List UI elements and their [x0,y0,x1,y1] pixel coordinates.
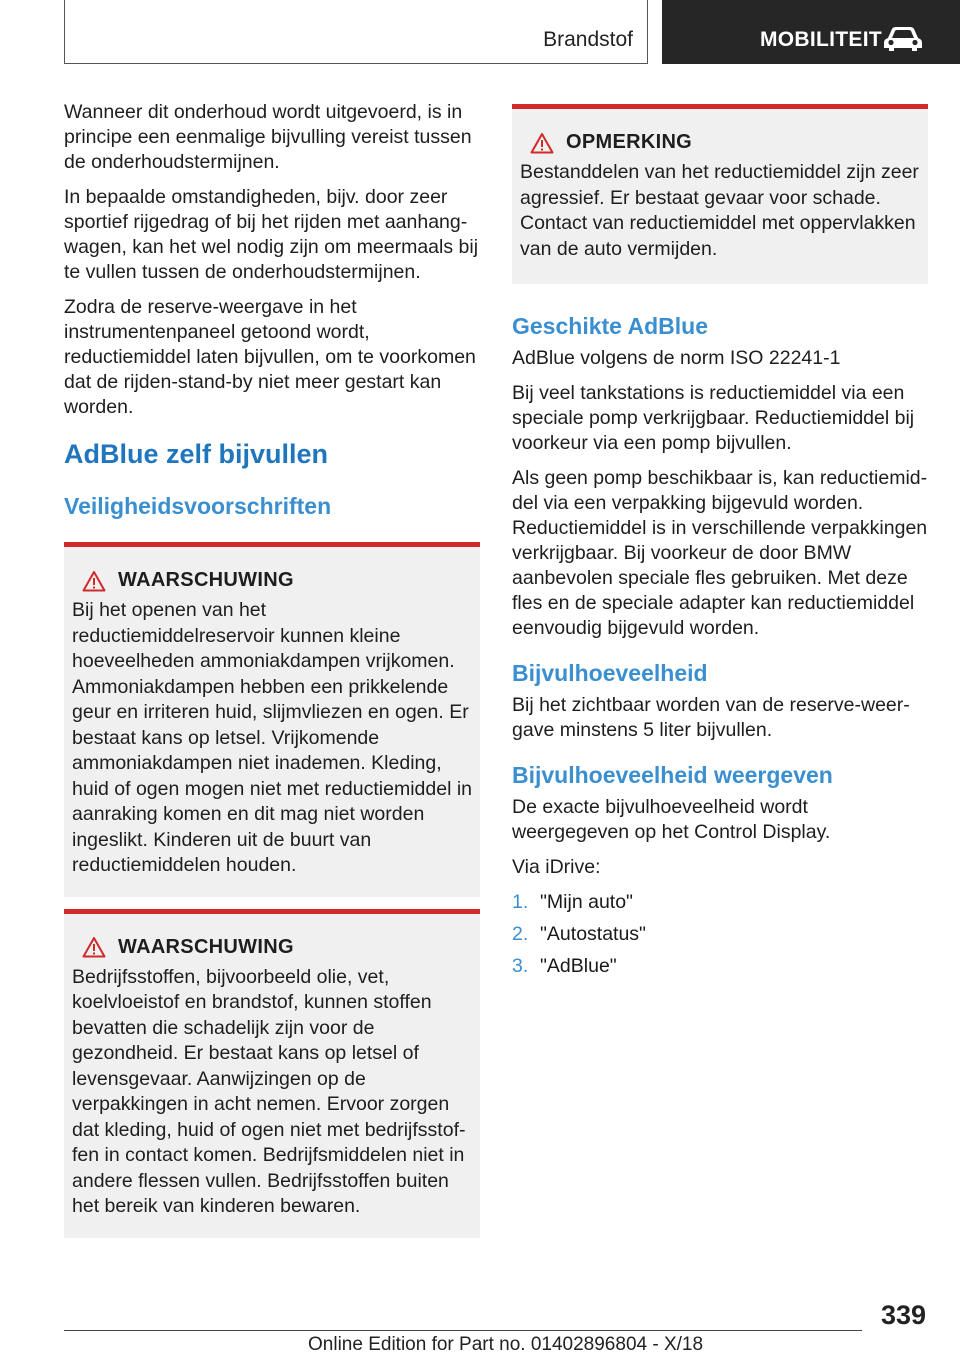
paragraph: Bij het zichtbaar worden van de reserve-weergave minstens 5 liter bijvullen. [512,694,910,741]
idrive-steps-list [512,890,928,979]
paragraph: Bij veel tankstations is reductiemiddel via een speciale pomp verkrijgbaar. Reductiemiddel bij voorkeur via een pomp bijvullen. [512,382,915,454]
paragraph: AdBlue volgens de norm ISO 22241-1 [512,347,841,369]
header-chapter-label: MOBILITEIT [760,28,882,51]
list-item [512,922,928,947]
paragraph: Via iDrive: [512,856,601,878]
right-column [512,104,928,997]
step-number: 1. [512,891,529,913]
note-box [512,104,928,284]
warning-box [64,909,480,1238]
warning-title-row [82,936,472,959]
paragraph: De exacte bijvulhoeveelheid wordt weergegeven op het Control Display. [512,796,831,843]
note-title-row [530,131,920,154]
paragraph: Wanneer dit onderhoud wordt uitgevoerd, is in principe een eenmalige bijvulling vereist tussen de onderhoudstermijnen. [64,101,472,173]
list-item [512,890,928,915]
header-section-box [64,0,648,64]
warning-box [64,542,480,897]
step-text: "Autostatus" [540,923,646,945]
warning-title-row [82,569,472,592]
warning-text: Bij het openen van het reductiemiddelreservoir kunnen kleine hoeveelheden ammoniakdampen vrijkomen. Ammoniakdampen hebben een prikkelende geur en irriteren huid, slijmvliezen en ogen. Er bestaat kans op letsel. Vrijkomende ammoniakdampen niet inademen. Kleding, huid of ogen mogen niet met reductiemiddel in aanraking komen en dit mag niet worden ingeslikt. Kinderen uit de buurt van reductiemiddelen houden. [72,599,472,876]
list-item [512,954,928,979]
warning-title: WAARSCHUWING [118,569,294,591]
subsection-heading: Bijvulhoeveelheid weergeven [512,762,833,788]
paragraph: Zodra de reserve-weergave in het instrumentenpaneel getoond wordt, reductiemiddel laten bijvullen, om te voorkomen dat de rijden-stand-by niet meer gestart kan worden. [64,296,476,418]
warning-triangle-icon [82,570,106,592]
page-number: 339 [880,1300,926,1330]
note-text: Bestanddelen van het reductiemiddel zijn zeer agressief. Er bestaat gevaar voor schade. Contact van reductiemiddel met oppervlakken van de auto vermijden. [520,161,919,260]
step-text: "AdBlue" [540,955,617,977]
paragraph: In bepaalde omstandigheden, bijv. door zeer sportief rijgedrag of bij het rijden met aanhangwagen, kan het wel nodig zijn om meermaals bij te vullen tussen de onderhoudstermijnen. [64,186,479,283]
header-section-title: Brandstof [543,28,633,51]
subsection-heading: Veiligheidsvoorschriften [64,493,332,519]
subsection-heading: Bijvulhoeveelheid [512,660,708,686]
step-number: 3. [512,955,529,977]
section-heading: AdBlue zelf bijvullen [64,439,329,469]
warning-triangle-icon [530,132,554,154]
section-display-fill-quantity [512,761,928,979]
subsection-heading: Geschikte AdBlue [512,313,708,339]
section-fill-quantity [512,659,928,743]
footer-edition-text: Online Edition for Part no. 01402896804 - X/18 [308,1334,704,1355]
paragraph: Als geen pomp beschikbaar is, kan reductiemiddel via een verpakking bijgevuld worden. Reductiemiddel is in verschillende verpakkingen verkrijgbaar. Bij voorkeur de door BMW aanbevolen speciale fles gebruiken. Met deze fles en de speciale adapter kan reductiemiddel eenvoudig bijgevuld worden. [512,467,928,639]
left-column [64,100,480,1248]
header-chapter-tab [662,0,960,64]
warning-triangle-icon [82,936,106,958]
section-suitable-adblue [512,312,928,641]
warning-text: Bedrijfsstoffen, bijvoorbeeld olie, vet, koelvloeistof en brandstof, kunnen stoffen bevatten die schadelijk zijn voor de gezondheid. Er bestaat kans op letsel of levensgevaar. Aanwijzingen op de verpakkingen in acht nemen. Ervoor zorgen dat kleding, huid of ogen niet met bedrijfsstoffen in contact komen. Bedrijfsmiddelen niet in andere flessen vullen. Bedrijfsstoffen buiten het bereik van kinderen bewaren. [72,965,466,1217]
step-number: 2. [512,923,529,945]
warning-title: WAARSCHUWING [118,935,294,958]
footer-divider [64,1330,862,1331]
step-text: "Mijn auto" [540,891,633,913]
note-title: OPMERKING [566,131,693,153]
car-icon [882,24,924,54]
